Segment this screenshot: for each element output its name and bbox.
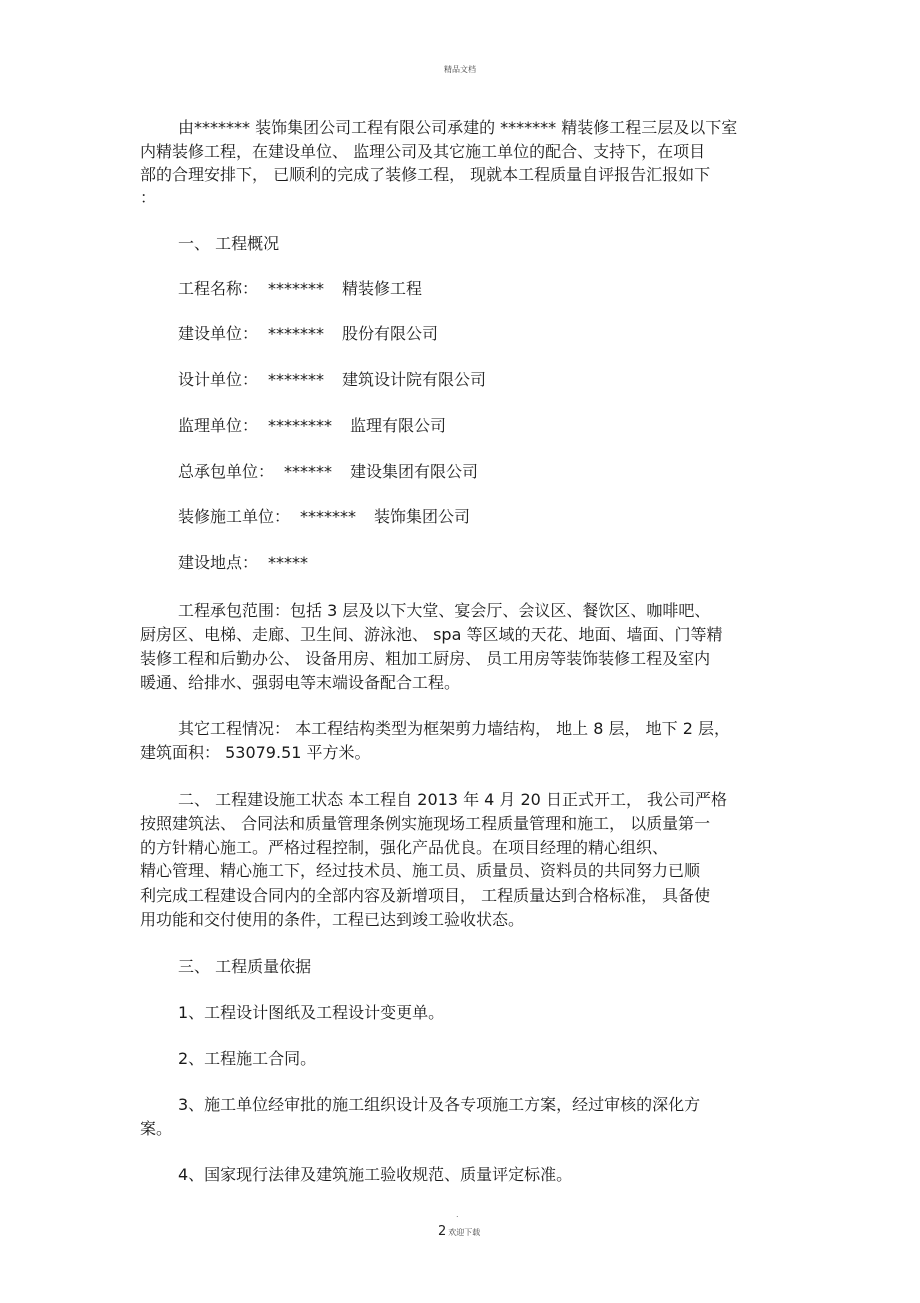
basis-item-4: 4、国家现行法律及建筑施工验收规范、质量评定标准。: [178, 1165, 573, 1184]
field-value: 股份有限公司: [342, 324, 439, 343]
intro-line-1: 由******* 装饰集团公司工程有限公司承建的 ******* 精装修工程三层及以下室: [178, 118, 738, 137]
scope-line-4: 暖通、给排水、强弱电等末端设备配合工程。: [140, 673, 461, 692]
scope-line-1: 工程承包范围：包括 3 层及以下大堂、宴会厅、会议区、餐饮区、咖啡吧、: [178, 601, 711, 620]
field-code: *******: [300, 507, 357, 526]
field-value: 监理有限公司: [350, 416, 447, 435]
section-1-heading: 一、 工程概况: [178, 234, 280, 253]
intro-line-3: 部的合理安排下， 已顺利的完成了装修工程， 现就本工程质量自评报告汇报如下: [140, 165, 711, 184]
footer: [438, 1220, 480, 1239]
section-2-line-3: 的方针精心施工。严格过程控制，强化产品优良。在项目经理的精心组织、: [140, 838, 669, 857]
intro-line-4: ：: [140, 188, 157, 207]
scope-line-3: 装修工程和后勤办公、 设备用房、粗加工厨房、 员工用房等装饰装修工程及室内: [140, 649, 711, 668]
section-2-line-5: 利完成工程建设合同内的全部内容及新增项目， 工程质量达到合格标准， 具备使: [140, 886, 711, 905]
section-2-line-4: 精心管理、精心施工下，经过技术员、施工员、质量员、资料员的共同努力已顺: [140, 861, 701, 880]
other-info-line-2: 建筑面积： 53079.51 平方米。: [140, 743, 371, 762]
field-supervision-unit: [178, 416, 446, 436]
field-value: 建筑设计院有限公司: [342, 370, 487, 389]
basis-item-1: 1、工程设计图纸及工程设计变更单。: [178, 1003, 445, 1022]
field-location: [178, 553, 308, 573]
field-value: 精装修工程: [342, 279, 423, 298]
field-value: 装饰集团公司: [374, 507, 471, 526]
field-code: *******: [268, 279, 325, 298]
field-design-unit: [178, 370, 486, 390]
field-label: 装修施工单位：: [178, 507, 291, 526]
field-general-contractor: [178, 462, 478, 482]
field-project-name: [178, 279, 422, 299]
section-2-line-1: 二、 工程建设施工状态 本工程自 2013 年 4 月 20 日正式开工， 我公司严格: [178, 790, 728, 809]
field-code: ******: [284, 462, 333, 481]
field-decoration-contractor: [178, 507, 470, 527]
footer-text: 欢迎下载: [448, 1228, 481, 1237]
field-label: 工程名称：: [178, 279, 259, 298]
page-number: 2: [438, 1224, 447, 1239]
field-label: 建设单位：: [178, 324, 259, 343]
basis-item-3: 3、施工单位经审批的施工组织设计及各专项施工方案，经过审核的深化方: [178, 1095, 701, 1114]
page-header: 精品文档: [444, 65, 476, 74]
footer-dot: .: [456, 1210, 459, 1219]
other-info-line-1: 其它工程情况： 本工程结构类型为框架剪力墙结构， 地上 8 层， 地下 2 层，: [178, 719, 730, 738]
scope-line-2: 厨房区、电梯、走廊、卫生间、游泳池、 spa 等区域的天花、地面、墙面、门等精: [140, 625, 723, 644]
section-2-line-6: 用功能和交付使用的条件，工程已达到竣工验收状态。: [140, 910, 525, 929]
field-label: 总承包单位：: [178, 462, 275, 481]
field-code: ********: [268, 416, 333, 435]
field-code: *****: [268, 553, 309, 572]
basis-item-3-cont: 案。: [140, 1119, 173, 1138]
field-label: 设计单位：: [178, 370, 259, 389]
section-3-heading: 三、 工程质量依据: [178, 957, 312, 976]
section-2-line-2: 按照建筑法、 合同法和质量管理条例实施现场工程质量管理和施工， 以质量第一: [140, 814, 711, 833]
field-code: *******: [268, 370, 325, 389]
field-label: 建设地点：: [178, 553, 259, 572]
basis-item-2: 2、工程施工合同。: [178, 1049, 317, 1068]
intro-line-2: 内精装修工程，在建设单位、 监理公司及其它施工单位的配合、支持下，在项目: [140, 142, 706, 161]
field-label: 监理单位：: [178, 416, 259, 435]
field-value: 建设集团有限公司: [350, 462, 479, 481]
field-code: *******: [268, 324, 325, 343]
field-owner-unit: [178, 324, 438, 344]
